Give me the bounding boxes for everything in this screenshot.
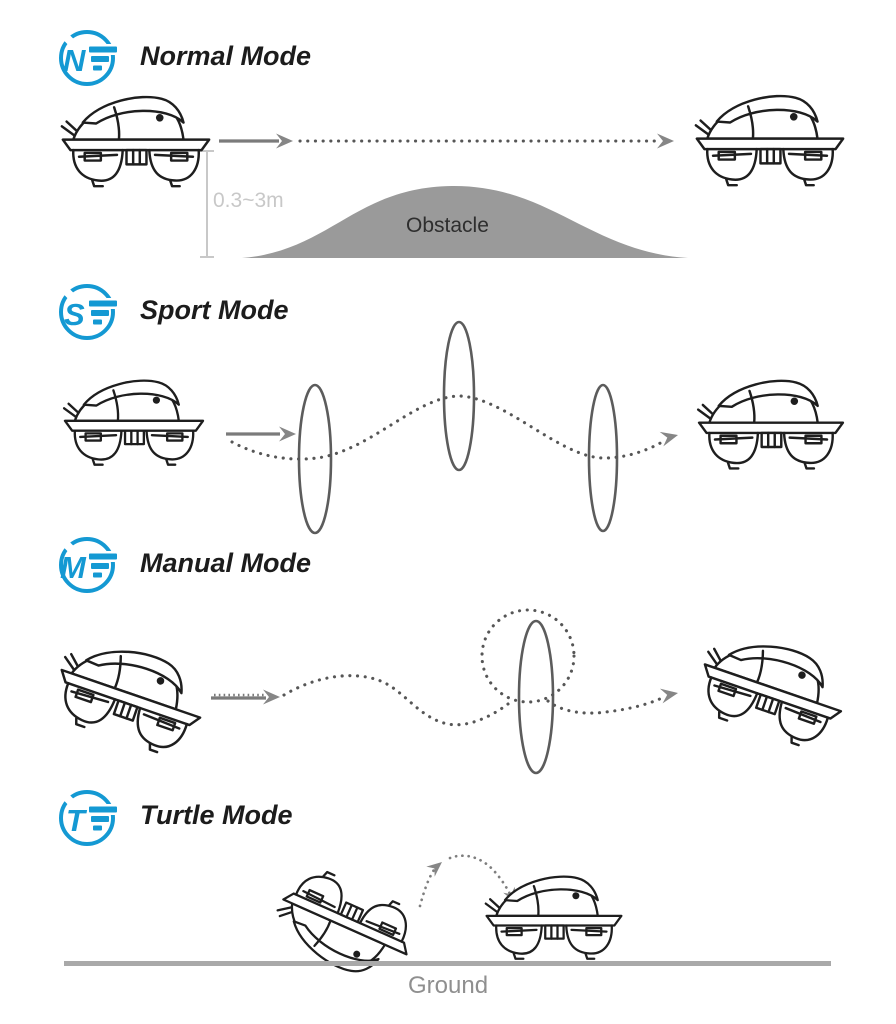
race-gate — [519, 621, 553, 773]
drone-end — [694, 91, 846, 192]
mode-title-manual: Manual Mode — [140, 548, 312, 578]
drone-start — [62, 376, 206, 471]
mode-icon-letter: M — [60, 550, 86, 585]
obstacle-label: Obstacle — [406, 214, 489, 237]
mode-icon-letter: S — [64, 297, 85, 332]
loop-path-dotted — [482, 610, 574, 702]
flip-arc-dotted — [420, 867, 436, 906]
mode-icon-letter: N — [63, 43, 86, 78]
arrowhead — [657, 134, 674, 149]
mode-title-turtle: Turtle Mode — [140, 800, 293, 830]
height-range-label: 0.3~3m — [213, 189, 284, 212]
drone-start — [60, 92, 212, 193]
mode-icon-letter: T — [66, 803, 85, 838]
mode-title-sport: Sport Mode — [140, 295, 289, 325]
drone-upright — [484, 872, 624, 965]
ground-label: Ground — [408, 972, 489, 999]
flight-path-dotted — [548, 697, 664, 713]
arrowhead — [660, 686, 679, 704]
arrowhead — [279, 427, 296, 442]
flight-path-dotted — [284, 676, 508, 725]
mode-title-normal: Normal Mode — [140, 41, 312, 71]
drone-end — [696, 376, 846, 475]
arrowhead — [660, 428, 680, 447]
arrowhead — [426, 857, 446, 877]
ground-line — [64, 961, 831, 966]
